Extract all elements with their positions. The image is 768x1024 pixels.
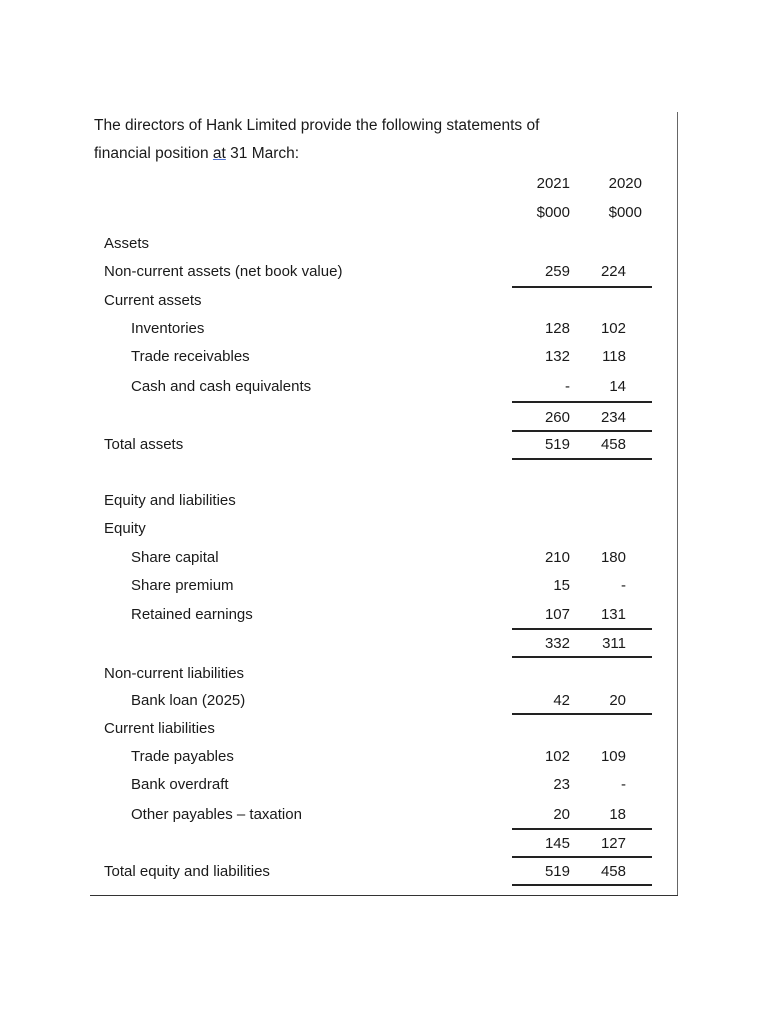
intro-underlined-word: at — [212, 145, 226, 162]
value-2021: 519 — [544, 863, 570, 880]
value-2020: 311 — [602, 635, 626, 652]
value-2021: 128 — [544, 320, 570, 337]
current-liabilities-heading: Current liabilities — [104, 720, 215, 737]
value-2020: 180 — [600, 549, 626, 566]
value-2021: 15 — [553, 577, 570, 594]
row-label: Retained earnings — [131, 606, 253, 623]
non-current-assets-row — [0, 262, 768, 284]
row-label: Share capital — [131, 549, 219, 566]
share-premium-row — [0, 576, 768, 598]
value-2020: 14 — [609, 378, 626, 395]
unit-2020-header: $000 — [608, 204, 642, 221]
value-2021: 145 — [544, 835, 570, 852]
share-capital-row — [0, 548, 768, 570]
trade-payables-row — [0, 747, 768, 769]
value-2021: 132 — [544, 348, 570, 365]
rule-line — [512, 656, 652, 658]
value-2021: 107 — [544, 606, 570, 623]
inventories-row — [0, 319, 768, 341]
unit-header-row — [0, 203, 768, 225]
value-2020: 224 — [600, 263, 626, 280]
current-liabilities-heading-row — [0, 719, 768, 741]
intro-paragraph — [94, 112, 654, 168]
value-2021: 20 — [553, 806, 570, 823]
value-2020: 234 — [600, 409, 626, 426]
assets-heading-row — [0, 234, 768, 256]
bank-loan-row — [0, 691, 768, 713]
intro-line-2-start: financial position — [94, 145, 213, 162]
value-2020: - — [621, 776, 626, 793]
row-label: Trade receivables — [131, 348, 250, 365]
bottom-border-line — [90, 895, 678, 896]
retained-earnings-row — [0, 605, 768, 627]
equity-liabilities-heading: Equity and liabilities — [104, 492, 236, 509]
rule-line — [512, 856, 652, 858]
trade-receivables-row — [0, 347, 768, 369]
value-2021: - — [565, 378, 570, 395]
total-assets-row — [0, 435, 768, 457]
value-2020: 20 — [609, 692, 626, 709]
row-label: Cash and cash equivalents — [131, 378, 312, 395]
value-2021: 519 — [544, 436, 570, 453]
total-equity-liabilities-row — [0, 862, 768, 884]
rule-line — [512, 401, 652, 403]
value-2020: 102 — [600, 320, 626, 337]
row-label: Other payables – taxation — [131, 806, 302, 823]
assets-heading: Assets — [104, 235, 150, 252]
rule-line — [512, 286, 652, 288]
rule-line — [512, 628, 652, 630]
value-2020: 18 — [609, 806, 626, 823]
rule-line — [512, 828, 652, 830]
row-label: Bank loan (2025) — [131, 692, 246, 709]
non-current-liabilities-heading-row — [0, 664, 768, 686]
row-label: Bank overdraft — [131, 776, 229, 793]
equity-heading: Equity — [104, 520, 146, 537]
year-header-row — [0, 174, 768, 196]
year-2020-header: 2020 — [608, 175, 642, 192]
non-current-liabilities-heading: Non-current liabilities — [104, 665, 245, 682]
value-2021: 260 — [544, 409, 570, 426]
value-2020: 131 — [600, 606, 626, 623]
intro-line-1: The directors of Hank Limited provide the following statements of — [94, 117, 540, 134]
row-label: Non-current assets (net book value) — [104, 263, 343, 280]
value-2020: 118 — [602, 348, 626, 365]
rule-line — [512, 713, 652, 715]
value-2021: 259 — [544, 263, 570, 280]
current-assets-total-row — [0, 408, 768, 430]
rule-line — [512, 884, 652, 886]
current-liabilities-total-row — [0, 834, 768, 856]
value-2020: 127 — [600, 835, 626, 852]
intro-line-2 — [94, 140, 654, 168]
value-2020: 109 — [600, 748, 626, 765]
intro-line-2-end: 31 March: — [225, 145, 300, 162]
unit-2021-header: $000 — [536, 204, 570, 221]
bank-overdraft-row — [0, 775, 768, 797]
value-2021: 42 — [553, 692, 570, 709]
row-label: Total assets — [104, 436, 184, 453]
current-assets-heading: Current assets — [104, 292, 202, 309]
row-label: Total equity and liabilities — [104, 863, 270, 880]
value-2020: 458 — [600, 863, 626, 880]
value-2021: 210 — [544, 549, 570, 566]
cash-row — [0, 377, 768, 399]
row-label: Trade payables — [131, 748, 234, 765]
value-2021: 332 — [544, 635, 570, 652]
value-2021: 102 — [544, 748, 570, 765]
value-2020: 458 — [600, 436, 626, 453]
row-label: Inventories — [131, 320, 205, 337]
equity-total-row — [0, 634, 768, 656]
current-assets-heading-row — [0, 291, 768, 313]
taxation-row — [0, 805, 768, 827]
value-2020: - — [621, 577, 626, 594]
rule-line — [512, 458, 652, 460]
rule-line — [512, 430, 652, 432]
value-2021: 23 — [553, 776, 570, 793]
year-2021-header: 2021 — [536, 175, 570, 192]
row-label: Share premium — [131, 577, 234, 594]
equity-heading-row — [0, 519, 768, 541]
equity-liabilities-heading-row — [0, 491, 768, 513]
